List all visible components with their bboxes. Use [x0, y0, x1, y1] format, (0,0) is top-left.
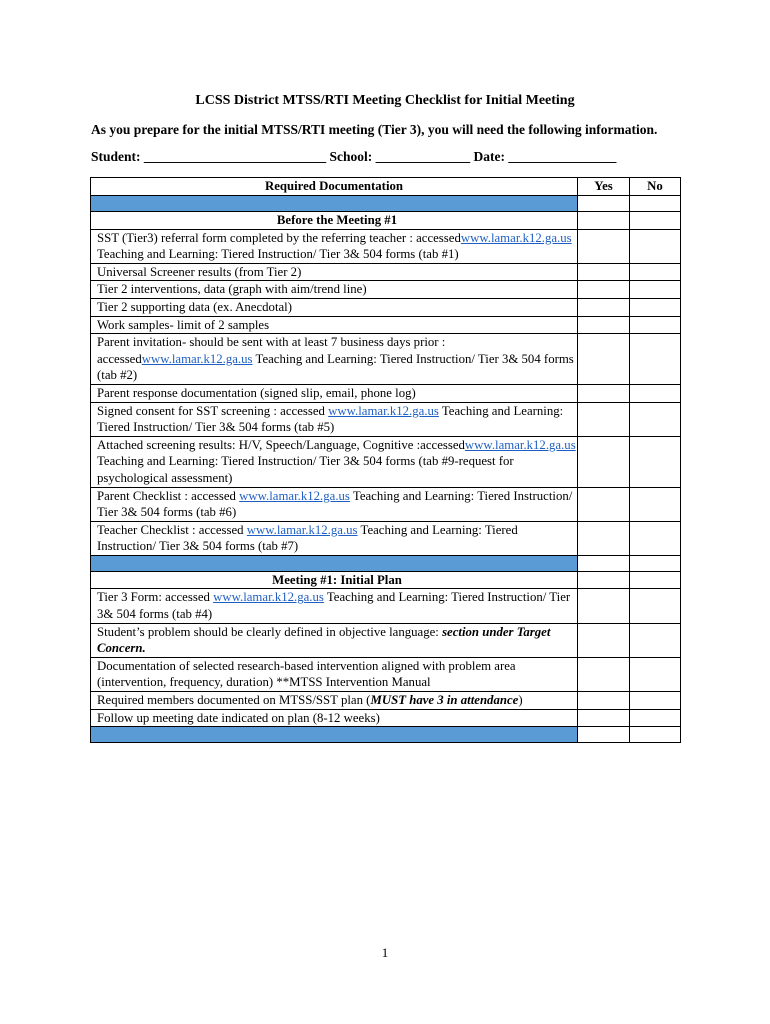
- yes-checkbox-cell[interactable]: [578, 555, 630, 571]
- section-divider-row: [91, 555, 681, 571]
- checklist-item: [91, 436, 578, 487]
- yes-checkbox-cell[interactable]: [578, 521, 630, 555]
- checklist-item: [91, 521, 578, 555]
- no-checkbox-cell[interactable]: [630, 281, 681, 299]
- checklist-item: [91, 334, 578, 385]
- section-divider-band: [91, 727, 578, 743]
- section-divider-row: [91, 196, 681, 212]
- checklist-table: [90, 177, 681, 743]
- item-text-continued: Teaching and Learning: Tiered Instruction/ Tier 3& 504 forms (tab #7): [97, 522, 518, 554]
- section-heading-row: [91, 212, 681, 230]
- checklist-row: [91, 263, 681, 281]
- header-row: [91, 178, 681, 196]
- checklist-item: [91, 692, 578, 710]
- school-field[interactable]: School: ______________: [329, 149, 471, 164]
- no-checkbox-cell[interactable]: [630, 623, 681, 657]
- checklist-item: [91, 709, 578, 727]
- checklist-row: [91, 334, 681, 385]
- no-checkbox-cell[interactable]: [630, 402, 681, 436]
- no-checkbox-cell[interactable]: [630, 709, 681, 727]
- no-checkbox-cell[interactable]: [630, 727, 681, 743]
- yes-checkbox-cell[interactable]: [578, 657, 630, 691]
- item-text: Documentation of selected research-based intervention aligned with problem area (intervention, frequency, duration) **MTSS Intervention Manual: [97, 658, 516, 690]
- item-text: Parent Checklist : accessed: [97, 488, 240, 503]
- checklist-row: [91, 384, 681, 402]
- item-text: Attached screening results: H/V, Speech/Language, Cognitive :accessed: [97, 437, 465, 452]
- item-text: Tier 2 interventions, data (graph with aim/trend line): [97, 282, 367, 297]
- yes-checkbox-cell[interactable]: [578, 692, 630, 710]
- yes-checkbox-cell[interactable]: [578, 334, 630, 385]
- item-text: Student’s problem should be clearly defined in objective language:: [97, 624, 443, 639]
- yes-checkbox-cell[interactable]: [578, 281, 630, 299]
- yes-checkbox-cell[interactable]: [578, 196, 630, 212]
- district-link[interactable]: www.lamar.k12.ga.us: [246, 522, 358, 537]
- district-link[interactable]: www.lamar.k12.ga.us: [464, 437, 576, 452]
- yes-checkbox-cell[interactable]: [578, 436, 630, 487]
- item-text-continued: Teaching and Learning: Tiered Instruction/ Tier 3& 504 forms (tab #6): [97, 488, 573, 520]
- district-link[interactable]: www.lamar.k12.ga.us: [328, 403, 439, 418]
- item-text: Teacher Checklist : accessed: [97, 522, 247, 537]
- item-text: Parent response documentation (signed slip, email, phone log): [97, 385, 416, 400]
- section-divider-band: [91, 196, 578, 212]
- item-text: Required members documented on MTSS/SST plan (: [97, 693, 371, 708]
- item-text-continued: Teaching and Learning: Tiered Instruction/ Tier 3& 504 forms (tab #5): [97, 403, 564, 435]
- yes-checkbox-cell[interactable]: [578, 384, 630, 402]
- no-checkbox-cell[interactable]: [630, 555, 681, 571]
- yes-checkbox-cell[interactable]: [578, 487, 630, 521]
- checklist-item: [91, 657, 578, 691]
- item-text: Parent invitation- should be sent with at least 7 business days prior : accessed: [97, 335, 446, 366]
- yes-checkbox-cell[interactable]: [578, 316, 630, 334]
- checklist-item: [91, 589, 578, 623]
- header-yes: Yes: [578, 178, 630, 196]
- item-text-continued: Teaching and Learning: Tiered Instruction/ Tier 3& 504 forms (tab #4): [97, 590, 571, 622]
- checklist-row: [91, 316, 681, 334]
- checklist-row: [91, 281, 681, 299]
- checklist-row: [91, 709, 681, 727]
- checklist-item: [91, 384, 578, 402]
- district-link[interactable]: www.lamar.k12.ga.us: [460, 230, 572, 245]
- yes-checkbox-cell[interactable]: [578, 263, 630, 281]
- checklist-row: [91, 521, 681, 555]
- checklist-row: [91, 589, 681, 623]
- no-checkbox-cell[interactable]: [630, 196, 681, 212]
- no-checkbox-cell[interactable]: [630, 316, 681, 334]
- no-checkbox-cell[interactable]: [630, 298, 681, 316]
- section-divider-band: [91, 555, 578, 571]
- checklist-item: [91, 229, 578, 263]
- no-checkbox-cell[interactable]: [630, 521, 681, 555]
- no-checkbox-cell[interactable]: [630, 229, 681, 263]
- yes-checkbox-cell[interactable]: [578, 589, 630, 623]
- document-title: LCSS District MTSS/RTI Meeting Checklist for Initial Meeting: [195, 93, 575, 108]
- district-link[interactable]: www.lamar.k12.ga.us: [239, 488, 350, 503]
- item-emphasis: section under Target Concern.: [97, 624, 551, 656]
- item-text-end: ): [518, 693, 523, 708]
- item-text: SST (Tier3) referral form completed by the referring teacher : accessed: [97, 230, 461, 245]
- student-field[interactable]: Student: ___________________________: [91, 149, 327, 164]
- yes-checkbox-cell[interactable]: [578, 623, 630, 657]
- checklist-item: [91, 316, 578, 334]
- student-info-line: [91, 148, 616, 166]
- page-number: 1: [381, 945, 389, 960]
- item-text: Work samples- limit of 2 samples: [97, 317, 270, 332]
- no-checkbox-cell[interactable]: [630, 487, 681, 521]
- district-link[interactable]: www.lamar.k12.ga.us: [141, 351, 253, 366]
- item-text: Tier 2 supporting data (ex. Anecdotal): [97, 299, 292, 314]
- district-link[interactable]: www.lamar.k12.ga.us: [213, 590, 324, 605]
- yes-checkbox-cell[interactable]: [578, 727, 630, 743]
- no-checkbox-cell[interactable]: [630, 334, 681, 385]
- no-checkbox-cell[interactable]: [630, 589, 681, 623]
- yes-checkbox-cell[interactable]: [578, 212, 630, 230]
- checklist-item: [91, 487, 578, 521]
- checklist-row: [91, 229, 681, 263]
- no-checkbox-cell[interactable]: [630, 436, 681, 487]
- checklist-item: [91, 623, 578, 657]
- section-heading-row: [91, 571, 681, 589]
- no-checkbox-cell[interactable]: [630, 263, 681, 281]
- no-checkbox-cell[interactable]: [630, 657, 681, 691]
- section-heading: Meeting #1: Initial Plan: [91, 571, 578, 589]
- checklist-row: [91, 487, 681, 521]
- checklist-row: [91, 657, 681, 691]
- header-required-documentation: Required Documentation: [91, 178, 578, 196]
- yes-checkbox-cell[interactable]: [578, 571, 630, 589]
- yes-checkbox-cell[interactable]: [578, 229, 630, 263]
- item-emphasis: MUST have 3 in attendance: [370, 693, 519, 708]
- no-checkbox-cell[interactable]: [630, 384, 681, 402]
- checklist-row: [91, 402, 681, 436]
- item-text-continued: Teaching and Learning: Tiered Instruction/ Tier 3& 504 forms (tab #9-request for psychological assessment): [97, 454, 514, 485]
- yes-checkbox-cell[interactable]: [578, 402, 630, 436]
- item-text-continued: Teaching and Learning: Tiered Instruction/ Tier 3& 504 forms (tab #1): [97, 247, 459, 262]
- checklist-row: [91, 692, 681, 710]
- header-no: No: [630, 178, 681, 196]
- checklist-row: [91, 436, 681, 487]
- checklist-row: [91, 623, 681, 657]
- checklist-item: [91, 298, 578, 316]
- section-heading: Before the Meeting #1: [91, 212, 578, 230]
- item-text: Universal Screener results (from Tier 2): [97, 264, 302, 279]
- item-text: Follow up meeting date indicated on plan (8-12 weeks): [97, 710, 380, 725]
- section-divider-row: [91, 727, 681, 743]
- date-field[interactable]: Date: ________________: [473, 149, 617, 164]
- intro-text: As you prepare for the initial MTSS/RTI meeting (Tier 3), you will need the following information.: [91, 122, 658, 137]
- item-text: Signed consent for SST screening : accessed: [97, 403, 329, 418]
- no-checkbox-cell[interactable]: [630, 212, 681, 230]
- item-text: Tier 3 Form: accessed: [97, 590, 214, 605]
- checklist-item: [91, 263, 578, 281]
- yes-checkbox-cell[interactable]: [578, 709, 630, 727]
- checklist-item: [91, 281, 578, 299]
- yes-checkbox-cell[interactable]: [578, 298, 630, 316]
- item-text-continued: Teaching and Learning: Tiered Instruction/ Tier 3& 504 forms (tab #2): [97, 351, 574, 383]
- checklist-body: [91, 196, 681, 743]
- checklist-row: [91, 298, 681, 316]
- no-checkbox-cell[interactable]: [630, 571, 681, 589]
- checklist-item: [91, 402, 578, 436]
- no-checkbox-cell[interactable]: [630, 692, 681, 710]
